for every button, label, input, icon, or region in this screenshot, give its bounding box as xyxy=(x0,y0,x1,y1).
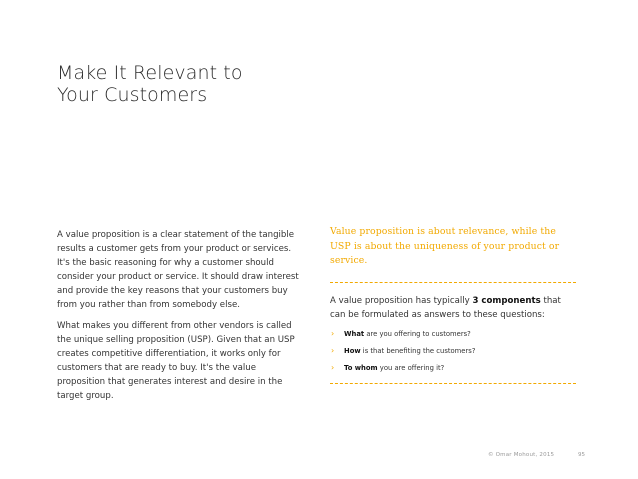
components-intro-bold: 3 components xyxy=(472,295,541,306)
question-keyword: How xyxy=(344,346,361,355)
components-intro xyxy=(330,294,576,322)
question-text: you are offering it? xyxy=(377,363,445,372)
question-text: are you offering to customers? xyxy=(364,329,471,338)
page-number: 95 xyxy=(578,452,585,458)
pull-quote: Value proposition is about relevance, while the USP is about the uniqueness of your product or service. xyxy=(330,226,560,266)
question-text: is that benefiting the customers? xyxy=(360,346,476,355)
usp-paragraph: What makes you different from other vendors is called the unique selling proposition (USP). Given that an USP creates competitive differentiation, it works only for customers that are ready to buy. It's the value proposition that generates interest and desire in the target group. xyxy=(57,321,295,401)
divider-top xyxy=(330,282,576,283)
questions-list xyxy=(330,330,576,381)
value-proposition-paragraph: A value proposition is a clear statement of the tangible results a customer gets from your product or services. It's the basic reasoning for why a customer should consider your product or service. It should draw interest and provide the key reasons that your customers buy from you rather than from somebody else. xyxy=(57,230,299,310)
list-item xyxy=(330,364,576,381)
page-title-line-1: Make It Relevant to xyxy=(57,62,243,84)
page-title-line-2: Your Customers xyxy=(57,84,208,106)
question-keyword: To whom xyxy=(344,363,378,372)
divider-bottom xyxy=(330,383,576,384)
right-column xyxy=(330,225,576,384)
bullet-icon: › xyxy=(331,345,335,355)
footer-copyright: © Omar Mohout, 2015 xyxy=(488,452,555,458)
left-column xyxy=(57,228,302,410)
list-item xyxy=(330,347,576,364)
bullet-icon: › xyxy=(331,328,335,338)
components-intro-lead: A value proposition has typically xyxy=(330,295,473,306)
question-keyword: What xyxy=(344,329,365,338)
bullet-icon: › xyxy=(331,362,335,372)
page-title xyxy=(57,62,243,106)
components-intro-tail: that can be formulated as answers to these questions: xyxy=(330,295,561,320)
list-item xyxy=(330,330,576,347)
